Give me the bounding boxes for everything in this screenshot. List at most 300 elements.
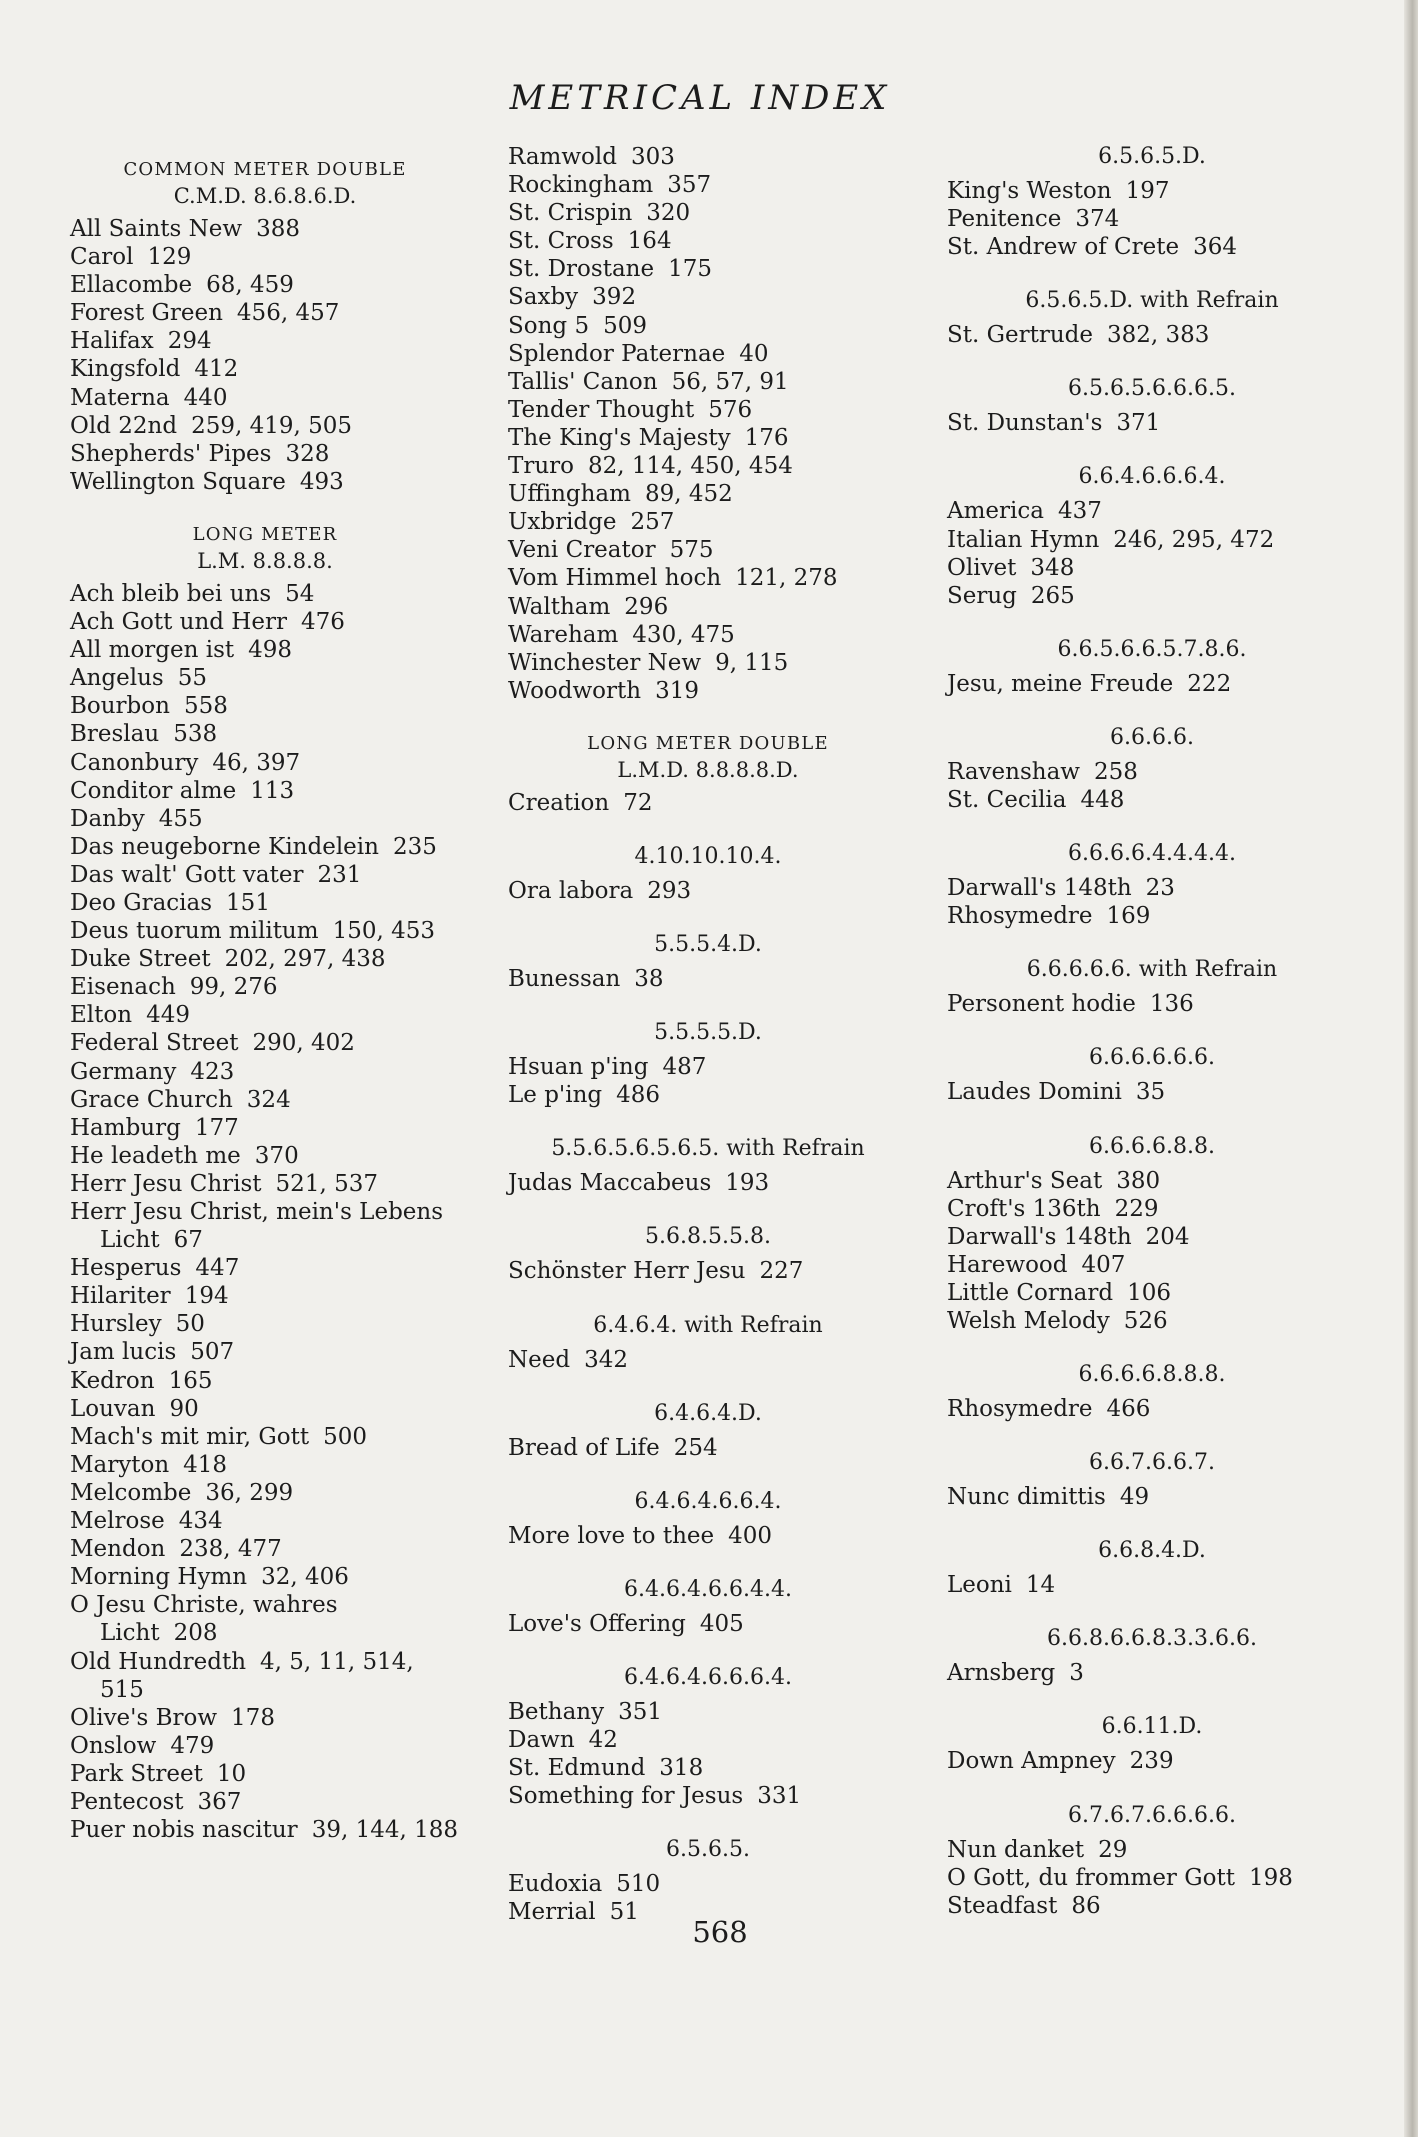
tune-entry	[947, 1864, 1357, 1892]
tune-name: Hursley	[70, 1311, 162, 1338]
tune-name: Laudes Domini	[947, 1079, 1122, 1106]
tune-entry	[70, 412, 460, 440]
hymn-numbers: 476	[300, 609, 345, 636]
tune-name: All Saints New	[70, 216, 243, 242]
tune-name: Materna	[70, 384, 170, 411]
tune-entry	[70, 1338, 460, 1366]
tune-name: Splendor Paternae	[508, 340, 726, 367]
hymn-numbers: 576	[708, 396, 753, 423]
meter-heading: 6.4.6.4.6.6.6.4.	[624, 1664, 792, 1690]
tune-name: Song 5	[508, 312, 590, 339]
meter-heading: 6.5.6.5.6.6.6.5.	[1068, 376, 1236, 402]
tune-entry	[70, 1760, 460, 1788]
meter-heading: 6.6.8.4.D.	[1098, 1538, 1206, 1564]
tune-entry	[508, 199, 908, 227]
tune-entry	[70, 271, 460, 299]
tune-name: Melrose	[70, 1508, 165, 1535]
tune-name: Grace Church	[70, 1086, 233, 1113]
tune-name: Ach Gott und Herr	[70, 609, 287, 636]
hymn-numbers: 36, 299	[205, 1479, 294, 1506]
tune-name: Saxby	[508, 284, 579, 311]
tune-entry	[70, 1648, 460, 1704]
hymn-numbers: 351	[618, 1698, 662, 1725]
tune-entry	[508, 1346, 908, 1374]
tune-name: Le p'ing	[508, 1082, 603, 1109]
tune-entry	[947, 786, 1357, 814]
hymn-numbers: 374	[1075, 206, 1120, 233]
hymn-numbers: 440	[183, 384, 228, 411]
hymn-numbers: 367	[197, 1788, 242, 1815]
tune-entry	[508, 340, 908, 368]
tune-name: Mendon	[70, 1536, 166, 1563]
meter-heading: 6.4.6.4.6.6.4.4.	[624, 1576, 792, 1602]
tune-name: Leoni	[947, 1572, 1012, 1599]
tune-entry	[947, 1195, 1357, 1223]
tune-entry	[70, 1563, 460, 1591]
tune-entry	[947, 554, 1357, 582]
meter-section	[508, 1312, 908, 1374]
tune-entry	[70, 1142, 460, 1170]
meter-section	[947, 463, 1357, 609]
tune-name: O Gott, du frommer Gott	[947, 1864, 1235, 1891]
hymn-numbers: 392	[592, 284, 637, 311]
meter-heading: 6.6.11.D.	[1101, 1714, 1203, 1740]
hymn-numbers: 14	[1025, 1572, 1056, 1599]
hymn-numbers: 151	[226, 889, 270, 916]
hymn-numbers: 479	[170, 1732, 215, 1759]
tune-name: Bethany	[508, 1698, 605, 1725]
tune-entry	[508, 1434, 908, 1462]
tune-entry	[508, 677, 908, 705]
tune-name: Das walt' Gott vater	[70, 861, 304, 888]
meter-heading: 6.6.7.6.6.7.	[1089, 1450, 1215, 1476]
tune-entry	[947, 582, 1357, 610]
tune-name: Winchester New	[508, 649, 702, 676]
tune-name: Darwall's 148th	[947, 1223, 1132, 1250]
tune-entry	[508, 283, 908, 311]
tune-entry	[508, 480, 908, 508]
tune-entry	[70, 1395, 460, 1423]
hymn-numbers: 39, 144, 188	[311, 1817, 458, 1844]
tune-entry	[70, 1254, 460, 1282]
meter-section	[508, 931, 908, 993]
tune-name: St. Cecilia	[947, 787, 1067, 814]
meter-heading: 6.6.6.6.8.8.8.	[1078, 1362, 1226, 1388]
tune-entry	[70, 1788, 460, 1816]
tune-name: Welsh Melody	[947, 1307, 1110, 1334]
tune-name: Tallis' Canon	[508, 368, 658, 395]
hymn-numbers: 382, 383	[1107, 322, 1210, 349]
tune-name: Eisenach	[70, 974, 176, 1001]
tune-name: Judas Maccabeus	[508, 1170, 712, 1197]
hymn-numbers: 42	[588, 1727, 618, 1753]
hymn-numbers: 56, 57, 91	[671, 368, 789, 395]
tune-name: Hilariter	[70, 1283, 171, 1310]
tune-name: Tender Thought	[508, 396, 695, 423]
tune-name: Jesu, meine Freude	[947, 670, 1174, 697]
hymn-numbers: 90	[169, 1395, 199, 1422]
tune-name: Maryton	[70, 1451, 170, 1478]
tune-entry	[947, 1571, 1357, 1599]
tune-entry	[947, 990, 1357, 1018]
page-number: 568	[692, 1915, 748, 1949]
hymn-numbers: 29	[1098, 1836, 1128, 1863]
tune-name: Louvan	[70, 1395, 156, 1422]
tune-name: Italian Hymn	[947, 526, 1100, 553]
tune-name: Arthur's Seat	[947, 1167, 1103, 1194]
tune-name: Shepherds' Pipes	[70, 440, 272, 467]
tune-entry	[947, 902, 1357, 930]
hymn-numbers: 86	[1071, 1892, 1101, 1919]
tune-name: Croft's 136th	[947, 1195, 1101, 1222]
hymn-numbers: 235	[392, 833, 437, 860]
tune-name: Arnsberg	[947, 1660, 1056, 1687]
hymn-numbers: 448	[1080, 787, 1125, 814]
meter-section	[508, 1223, 908, 1285]
tune-entry	[947, 1223, 1357, 1251]
tune-entry	[70, 299, 460, 327]
tune-name: The King's Majesty	[508, 424, 731, 451]
tune-entry	[508, 1726, 908, 1754]
tune-name: Veni Creator	[508, 537, 656, 564]
hymn-numbers: 51	[609, 1899, 639, 1926]
tune-name: Conditor alme	[70, 777, 237, 804]
meter-heading: 6.5.6.5.	[666, 1837, 750, 1863]
index-column-1	[70, 143, 460, 1870]
tune-name: Hamburg	[70, 1114, 181, 1141]
meter-section	[947, 1625, 1357, 1687]
hymn-numbers: 318	[659, 1755, 704, 1782]
tune-name: Jam lucis	[70, 1339, 177, 1366]
hymn-numbers: 348	[1030, 554, 1075, 581]
tune-name: St. Cross	[508, 228, 614, 255]
hymn-numbers: 364	[1193, 234, 1238, 261]
tune-entry	[947, 758, 1357, 786]
tune-entry	[70, 692, 460, 720]
hymn-numbers: 500	[323, 1423, 367, 1450]
tune-name: Mach's mit mir, Gott	[70, 1423, 310, 1450]
page-edge	[1404, 0, 1418, 2137]
meter-section	[947, 1713, 1357, 1775]
tune-entry	[70, 749, 460, 777]
tune-entry	[70, 1114, 460, 1142]
tune-name: Forest Green	[70, 300, 223, 327]
hymn-numbers: 290, 402	[252, 1030, 355, 1057]
hymn-numbers: 507	[190, 1339, 235, 1366]
tune-entry	[70, 1058, 460, 1086]
tune-entry	[508, 1870, 908, 1898]
tune-name: Creation	[508, 789, 610, 816]
hymn-numbers: 538	[173, 721, 218, 748]
hymn-numbers: 177	[194, 1114, 239, 1141]
tune-name: Ellacombe	[70, 272, 193, 299]
tune-entry	[947, 1279, 1357, 1307]
tune-entry	[508, 621, 908, 649]
tune-entry	[70, 1086, 460, 1114]
tune-name: St. Drostane	[508, 256, 655, 283]
hymn-numbers: 164	[627, 228, 672, 255]
hymn-numbers: 328	[285, 440, 330, 467]
tune-name: Love's Offering	[508, 1610, 686, 1637]
tune-entry	[70, 440, 460, 468]
hymn-numbers: 239	[1129, 1748, 1174, 1775]
tune-entry	[508, 424, 908, 452]
tune-name: Wellington Square	[70, 468, 286, 495]
tune-entry	[70, 1507, 460, 1535]
tune-entry	[508, 1169, 908, 1197]
hymn-numbers: 9, 115	[715, 649, 789, 676]
tune-entry	[947, 526, 1357, 554]
tune-entry	[947, 1078, 1357, 1106]
meter-code: C.M.D. 8.6.8.6.D.	[173, 184, 357, 208]
tune-entry	[508, 1257, 908, 1285]
tune-entry	[70, 1451, 460, 1479]
tune-name: Angelus	[70, 665, 164, 692]
tune-name: Darwall's 148th	[947, 875, 1132, 902]
hymn-numbers: 456, 457	[236, 300, 340, 327]
meter-section	[508, 843, 908, 905]
hymn-numbers: 296	[624, 593, 669, 620]
meter-section	[947, 375, 1357, 437]
meter-section	[508, 1576, 908, 1638]
tune-entry	[947, 233, 1357, 261]
hymn-numbers: 67	[173, 1227, 203, 1254]
tune-name: Federal Street	[70, 1030, 239, 1057]
hymn-numbers: 257	[630, 509, 675, 536]
tune-name: Down Ampney	[947, 1748, 1116, 1775]
tune-name: Ora labora	[508, 877, 634, 904]
hymn-numbers: 526	[1123, 1307, 1168, 1334]
tune-name: Nunc dimittis	[947, 1484, 1106, 1511]
tune-name: Elton	[70, 1002, 133, 1029]
index-column-3	[947, 143, 1357, 1946]
tune-entry	[508, 649, 908, 677]
section-heading: LONG METER DOUBLE	[587, 732, 829, 754]
meter-section	[947, 956, 1357, 1018]
hymn-numbers: 129	[147, 244, 192, 271]
meter-section	[947, 143, 1357, 261]
tune-entry	[70, 889, 460, 917]
tune-entry	[947, 670, 1357, 698]
meter-heading: 6.7.6.7.6.6.6.6.	[1068, 1802, 1236, 1828]
tune-name: Schönster Herr Jesu	[508, 1258, 746, 1285]
meter-heading: 5.5.5.4.D.	[654, 932, 762, 958]
hymn-numbers: 437	[1057, 498, 1102, 525]
tune-entry	[508, 452, 908, 480]
hymn-numbers: 370	[254, 1142, 299, 1169]
tune-name: Bread of Life	[508, 1434, 660, 1461]
tune-name: O Jesu Christe, wahres Licht	[70, 1592, 338, 1647]
hymn-numbers: 342	[584, 1346, 628, 1373]
tune-name: King's Weston	[947, 178, 1112, 204]
index-column-2	[508, 143, 908, 1952]
tune-entry	[70, 973, 460, 1001]
tune-name: America	[947, 498, 1044, 525]
tune-name: Wareham	[508, 621, 619, 648]
tune-name: Carol	[70, 244, 134, 271]
tune-entry	[70, 1704, 460, 1732]
tune-entry	[947, 1395, 1357, 1423]
meter-section	[947, 724, 1357, 814]
hymn-numbers: 231	[317, 861, 362, 888]
hymn-numbers: 165	[168, 1367, 213, 1394]
tune-name: Waltham	[508, 593, 611, 620]
tune-entry	[70, 327, 460, 355]
hymn-numbers: 176	[744, 424, 789, 451]
tune-entry	[947, 1307, 1357, 1335]
tune-name: Ach bleib bei uns	[70, 580, 272, 607]
meter-section	[947, 287, 1357, 349]
hymn-numbers: 227	[759, 1258, 804, 1285]
tune-entry	[70, 805, 460, 833]
tune-entry	[70, 1591, 460, 1647]
tune-entry	[70, 1310, 460, 1338]
meter-heading: 6.4.6.4.D.	[654, 1400, 762, 1426]
hymn-numbers: 418	[183, 1451, 228, 1478]
tune-entry	[70, 636, 460, 664]
tune-entry	[508, 536, 908, 564]
hymn-numbers: 400	[728, 1522, 773, 1549]
hymn-numbers: 121, 278	[735, 565, 838, 592]
tune-entry	[70, 608, 460, 636]
tune-entry	[508, 227, 908, 255]
hymn-numbers: 558	[183, 693, 228, 720]
tune-entry	[947, 497, 1357, 525]
hymn-numbers: 258	[1094, 758, 1138, 785]
meter-heading: 5.6.8.5.5.8.	[645, 1224, 771, 1250]
meter-section	[508, 1400, 908, 1462]
tune-entry	[508, 1754, 908, 1782]
meter-heading: 5.5.6.5.6.5.6.5. with Refrain	[551, 1136, 865, 1162]
tune-name: Park Street	[70, 1760, 203, 1787]
hymn-numbers: 82, 114, 450, 454	[588, 453, 793, 480]
tune-entry	[70, 1029, 460, 1057]
tune-name: St. Dunstan's	[947, 410, 1103, 437]
tune-name: He leadeth me	[70, 1142, 241, 1169]
meter-heading: 6.6.6.6.	[1110, 724, 1194, 750]
meter-heading: 6.6.6.6.6. with Refrain	[1026, 957, 1278, 983]
hymn-numbers: 175	[668, 256, 712, 283]
tune-entry	[508, 171, 908, 199]
hymn-numbers: 430, 475	[632, 621, 735, 648]
hymn-numbers: 202, 297, 438	[224, 946, 386, 973]
tune-name: Danby	[70, 805, 145, 832]
tune-name: Something for Jesus	[508, 1783, 744, 1810]
hymn-numbers: 23	[1145, 875, 1175, 902]
section-heading: LONG METER	[192, 523, 338, 545]
tune-entry	[70, 468, 460, 496]
tune-name: Pentecost	[70, 1788, 184, 1815]
tune-entry	[508, 877, 908, 905]
tune-name: Hsuan p'ing	[508, 1054, 649, 1081]
tune-name: Hesperus	[70, 1255, 182, 1282]
tune-name: Deo Gracias	[70, 889, 213, 916]
hymn-numbers: 55	[177, 665, 208, 692]
hymn-numbers: 407	[1081, 1251, 1126, 1278]
tune-name: Onslow	[70, 1732, 157, 1759]
tune-entry	[508, 564, 908, 592]
tune-entry	[508, 1782, 908, 1810]
hymn-numbers: 50	[175, 1311, 205, 1338]
meter-heading: 6.4.6.4. with Refrain	[593, 1312, 823, 1338]
tune-entry	[70, 1816, 460, 1844]
tune-entry	[70, 1535, 460, 1563]
hymn-numbers: 10	[216, 1760, 247, 1787]
tune-entry	[947, 1659, 1357, 1687]
hymn-numbers: 449	[146, 1002, 190, 1029]
tune-name: Puer nobis nascitur	[70, 1817, 298, 1844]
tune-entry	[947, 874, 1357, 902]
meter-section	[947, 1449, 1357, 1511]
hymn-numbers: 54	[285, 580, 315, 607]
tune-name: Canonbury	[70, 749, 199, 776]
tune-entry	[508, 1610, 908, 1638]
meter-heading: 6.5.6.5.D.	[1098, 144, 1206, 169]
tune-name: Dawn	[508, 1727, 575, 1753]
tune-entry	[70, 720, 460, 748]
hymn-numbers: 466	[1106, 1396, 1151, 1423]
tune-name: Ravenshaw	[947, 758, 1080, 785]
meter-heading: 6.5.6.5.D. with Refrain	[1025, 288, 1279, 314]
tune-entry	[508, 1053, 908, 1081]
hymn-numbers: 259, 419, 505	[191, 412, 353, 439]
meter-section	[508, 731, 908, 817]
hymn-numbers: 324	[246, 1086, 291, 1113]
tune-name: Merrial	[508, 1899, 596, 1926]
meter-section	[947, 1044, 1357, 1106]
meter-heading: 6.6.4.6.6.6.4.	[1078, 464, 1226, 490]
tune-name: Germany	[70, 1058, 177, 1085]
hymn-numbers: 49	[1119, 1484, 1150, 1511]
meter-section	[947, 1537, 1357, 1599]
hymn-numbers: 487	[662, 1054, 707, 1081]
tune-entry	[70, 1423, 460, 1451]
tune-entry	[70, 1170, 460, 1198]
tune-name: Uffingham	[508, 481, 631, 508]
tune-name: Harewood	[947, 1251, 1068, 1278]
tune-name: All morgen ist	[70, 637, 235, 664]
meter-section	[947, 636, 1357, 698]
hymn-numbers: 208	[173, 1620, 218, 1647]
hymn-numbers: 113	[250, 777, 295, 804]
meter-heading: 6.6.6.6.8.8.	[1089, 1133, 1215, 1159]
tune-entry	[947, 1483, 1357, 1511]
tune-name: Rockingham	[508, 172, 654, 199]
tune-name: Olivet	[947, 554, 1017, 581]
tune-entry	[947, 1167, 1357, 1195]
hymn-numbers: 447	[195, 1255, 240, 1282]
tune-entry	[70, 384, 460, 412]
hymn-numbers: 254	[673, 1434, 718, 1461]
tune-entry	[70, 215, 460, 243]
tune-entry	[70, 777, 460, 805]
hymn-numbers: 320	[646, 200, 691, 227]
tune-entry	[508, 143, 908, 171]
tune-entry	[70, 861, 460, 889]
tune-entry	[508, 1081, 908, 1109]
hymn-numbers: 222	[1187, 670, 1232, 697]
meter-section	[508, 143, 908, 705]
meter-heading: 5.5.5.5.D.	[654, 1020, 762, 1046]
meter-heading: 6.6.8.6.6.8.3.3.6.6.	[1047, 1626, 1257, 1652]
hymn-numbers: 455	[158, 805, 203, 832]
tune-entry	[70, 243, 460, 271]
hymn-numbers: 68, 459	[206, 272, 294, 299]
hymn-numbers: 99, 276	[189, 974, 278, 1001]
hymn-numbers: 493	[299, 468, 344, 495]
tune-entry	[70, 833, 460, 861]
hymn-numbers: 388	[256, 216, 300, 242]
